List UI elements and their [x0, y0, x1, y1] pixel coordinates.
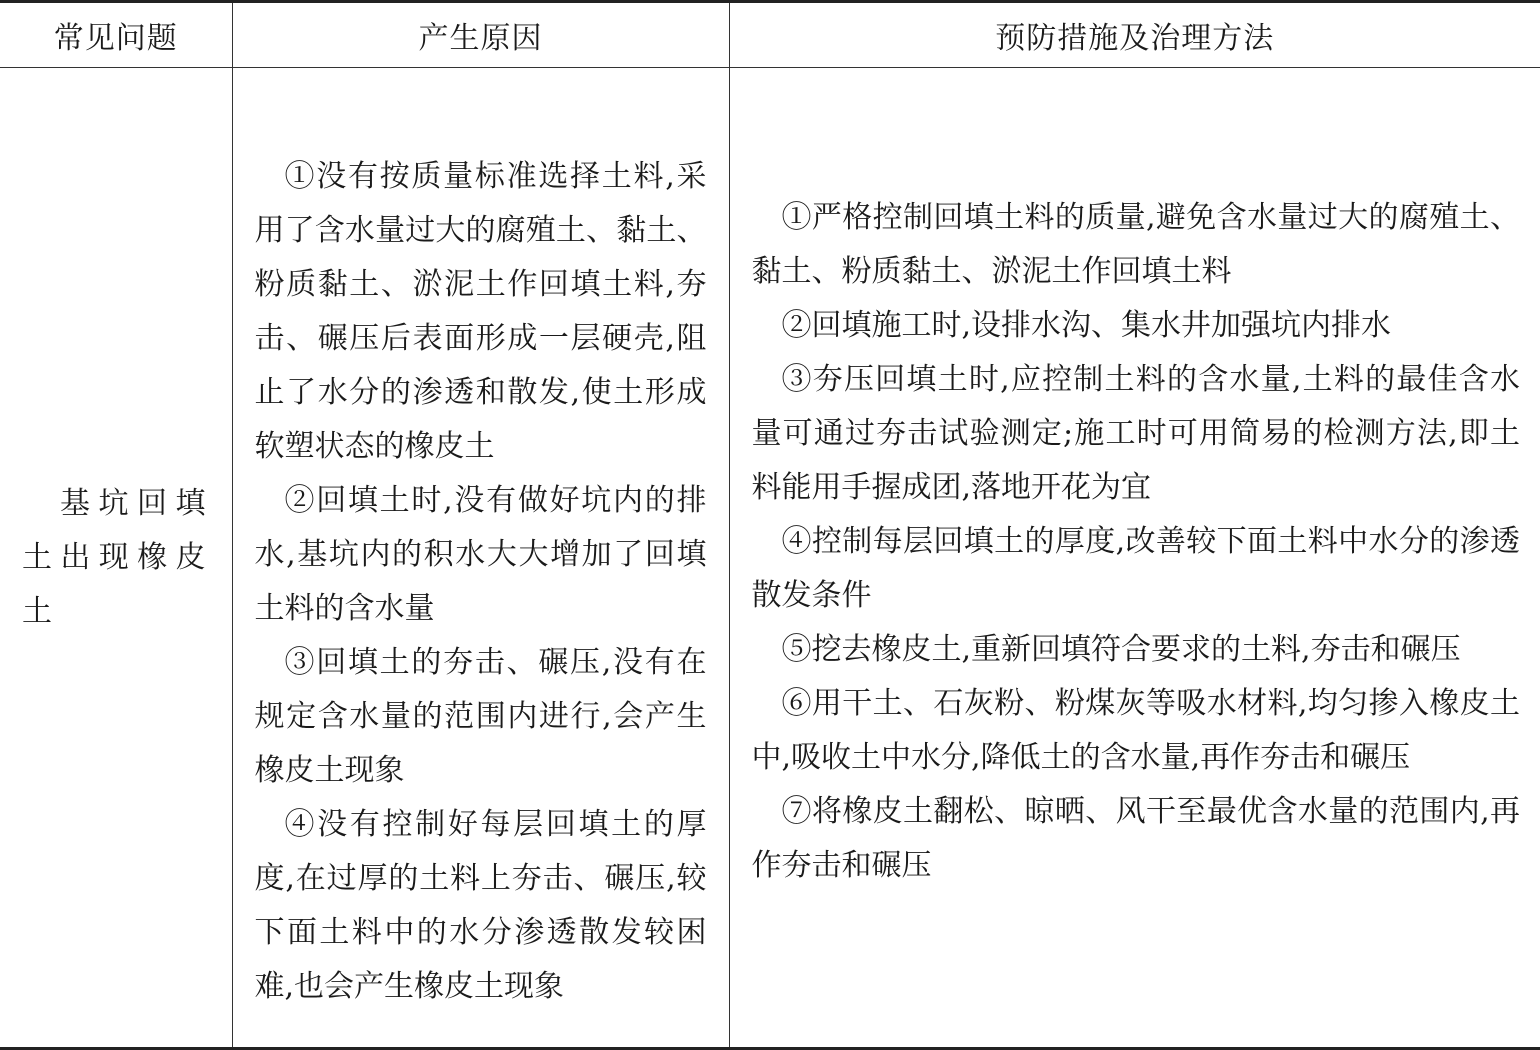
cause-item: ④没有控制好每层回填土的厚度,在过厚的土料上夯击、碾压,较下面土料中的水分渗透散发较困难,也会产生橡皮土现象	[254, 806, 707, 1004]
problem-cell	[0, 68, 232, 1049]
table-row	[0, 68, 1540, 1049]
measure-item: ①严格控制回填土料的质量,避免含水量过大的腐殖土、黏土、粉质黏土、淤泥土作回填土料	[751, 199, 1520, 289]
measure-item: ④控制每层回填土的厚度,改善较下面土料中水分的渗透散发条件	[751, 523, 1520, 613]
measure-cell	[729, 68, 1540, 1049]
measure-item: ⑦将橡皮土翻松、晾晒、风干至最优含水量的范围内,再作夯击和碾压	[751, 793, 1520, 883]
measure-item: ③夯压回填土时,应控制土料的含水量,土料的最佳含水量可通过夯击试验测定;施工时可用简易的检测方法,即土料能用手握成团,落地开花为宜	[751, 361, 1520, 505]
cause-item: ①没有按质量标准选择土料,采用了含水量过大的腐殖土、黏土、粉质黏土、淤泥土作回填土料,夯击、碾压后表面形成一层硬壳,阻止了水分的渗透和散发,使土形成软塑状态的橡皮土	[254, 158, 707, 464]
problem-text: 基坑回填土出现橡皮土	[22, 485, 210, 629]
cause-list	[255, 102, 707, 1014]
measure-item: ⑤挖去橡皮土,重新回填符合要求的土料,夯击和碾压	[781, 631, 1461, 667]
measure-item: ②回填施工时,设排水沟、集水井加强坑内排水	[781, 307, 1392, 343]
table-header-row	[0, 2, 1540, 68]
measure-item: ⑥用干土、石灰粉、粉煤灰等吸水材料,均匀掺入橡皮土中,吸收土中水分,降低土的含水量,再作夯击和碾压	[751, 685, 1520, 775]
header-common-problem: 常见问题	[0, 2, 232, 68]
header-cause: 产生原因	[232, 2, 729, 68]
measure-list	[752, 191, 1521, 893]
cause-cell	[232, 68, 729, 1049]
cause-item: ②回填土时,没有做好坑内的排水,基坑内的积水大大增加了回填土料的含水量	[254, 482, 707, 626]
header-prevention-measures: 预防措施及治理方法	[729, 2, 1540, 68]
cause-item: ③回填土的夯击、碾压,没有在规定含水量的范围内进行,会产生橡皮土现象	[254, 644, 707, 788]
